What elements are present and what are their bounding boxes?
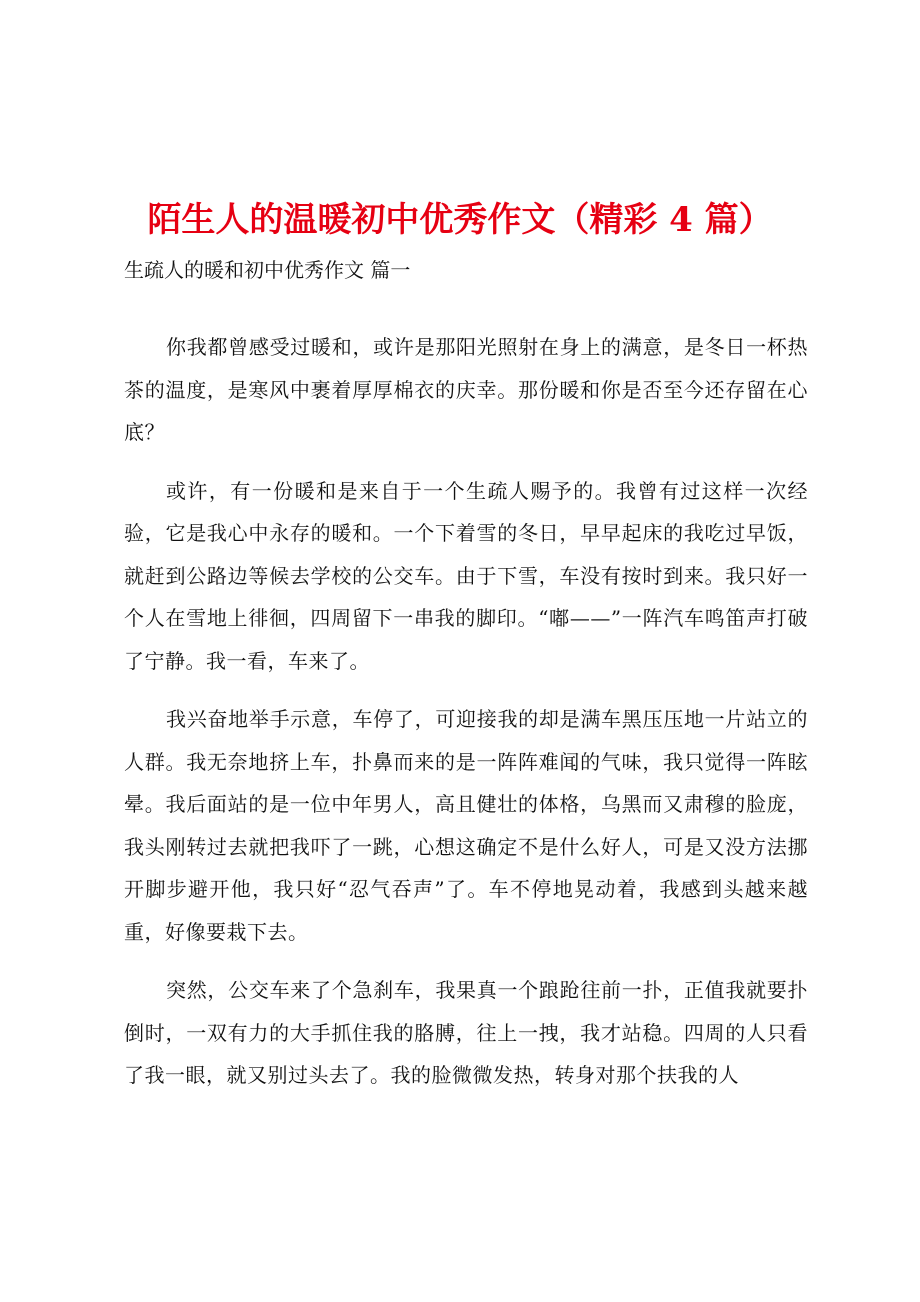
article-body <box>124 326 808 1113</box>
document-title: 陌生人的温暖初中优秀作文（精彩 4 篇） <box>147 200 773 240</box>
paragraph-3: 我兴奋地举手示意，车停了，可迎接我的却是满车黑压压地一片站立的人群。我无奈地挤上车，扑鼻而来的是一阵阵难闻的气味，我只觉得一阵眩晕。我后面站的是一位中年男人，高且健壮的体格，乌黑而又肃穆的脸庞，我头刚转过去就把我吓了一跳，心想这确定不是什么好人，可是又没方法挪开脚步避开他，我只好“忍气吞声”了。车不停地晃动着，我感到头越来越重，好像要栽下去。 <box>124 707 808 944</box>
paragraph-4: 突然，公交车来了个急刹车，我果真一个踉跄往前一扑，正值我就要扑倒时，一双有力的大手抓住我的胳膊，往上一拽，我才站稳。四周的人只看了我一眼，就又别过头去了。我的脸微微发热，转身对那个扶我的人 <box>124 978 808 1087</box>
paragraph-2: 或许，有一份暖和是来自于一个生疏人赐予的。我曾有过这样一次经验，它是我心中永存的暖和。一个下着雪的冬日，早早起床的我吃过早饭，就赶到公路边等候去学校的公交车。由于下雪，车没有按时到来。我只好一个人在雪地上徘徊，四周留下一串我的脚印。“嘟——”一阵汽车鸣笛声打破了宁静。我一看，车来了。 <box>124 478 808 673</box>
section-heading: 生疏人的暖和初中优秀作文 篇一 <box>124 258 411 282</box>
paragraph-1: 你我都曾感受过暖和，或许是那阳光照射在身上的满意，是冬日一杯热茶的温度，是寒风中裹着厚厚棉衣的庆幸。那份暖和你是否至今还存留在心底？ <box>124 335 808 444</box>
